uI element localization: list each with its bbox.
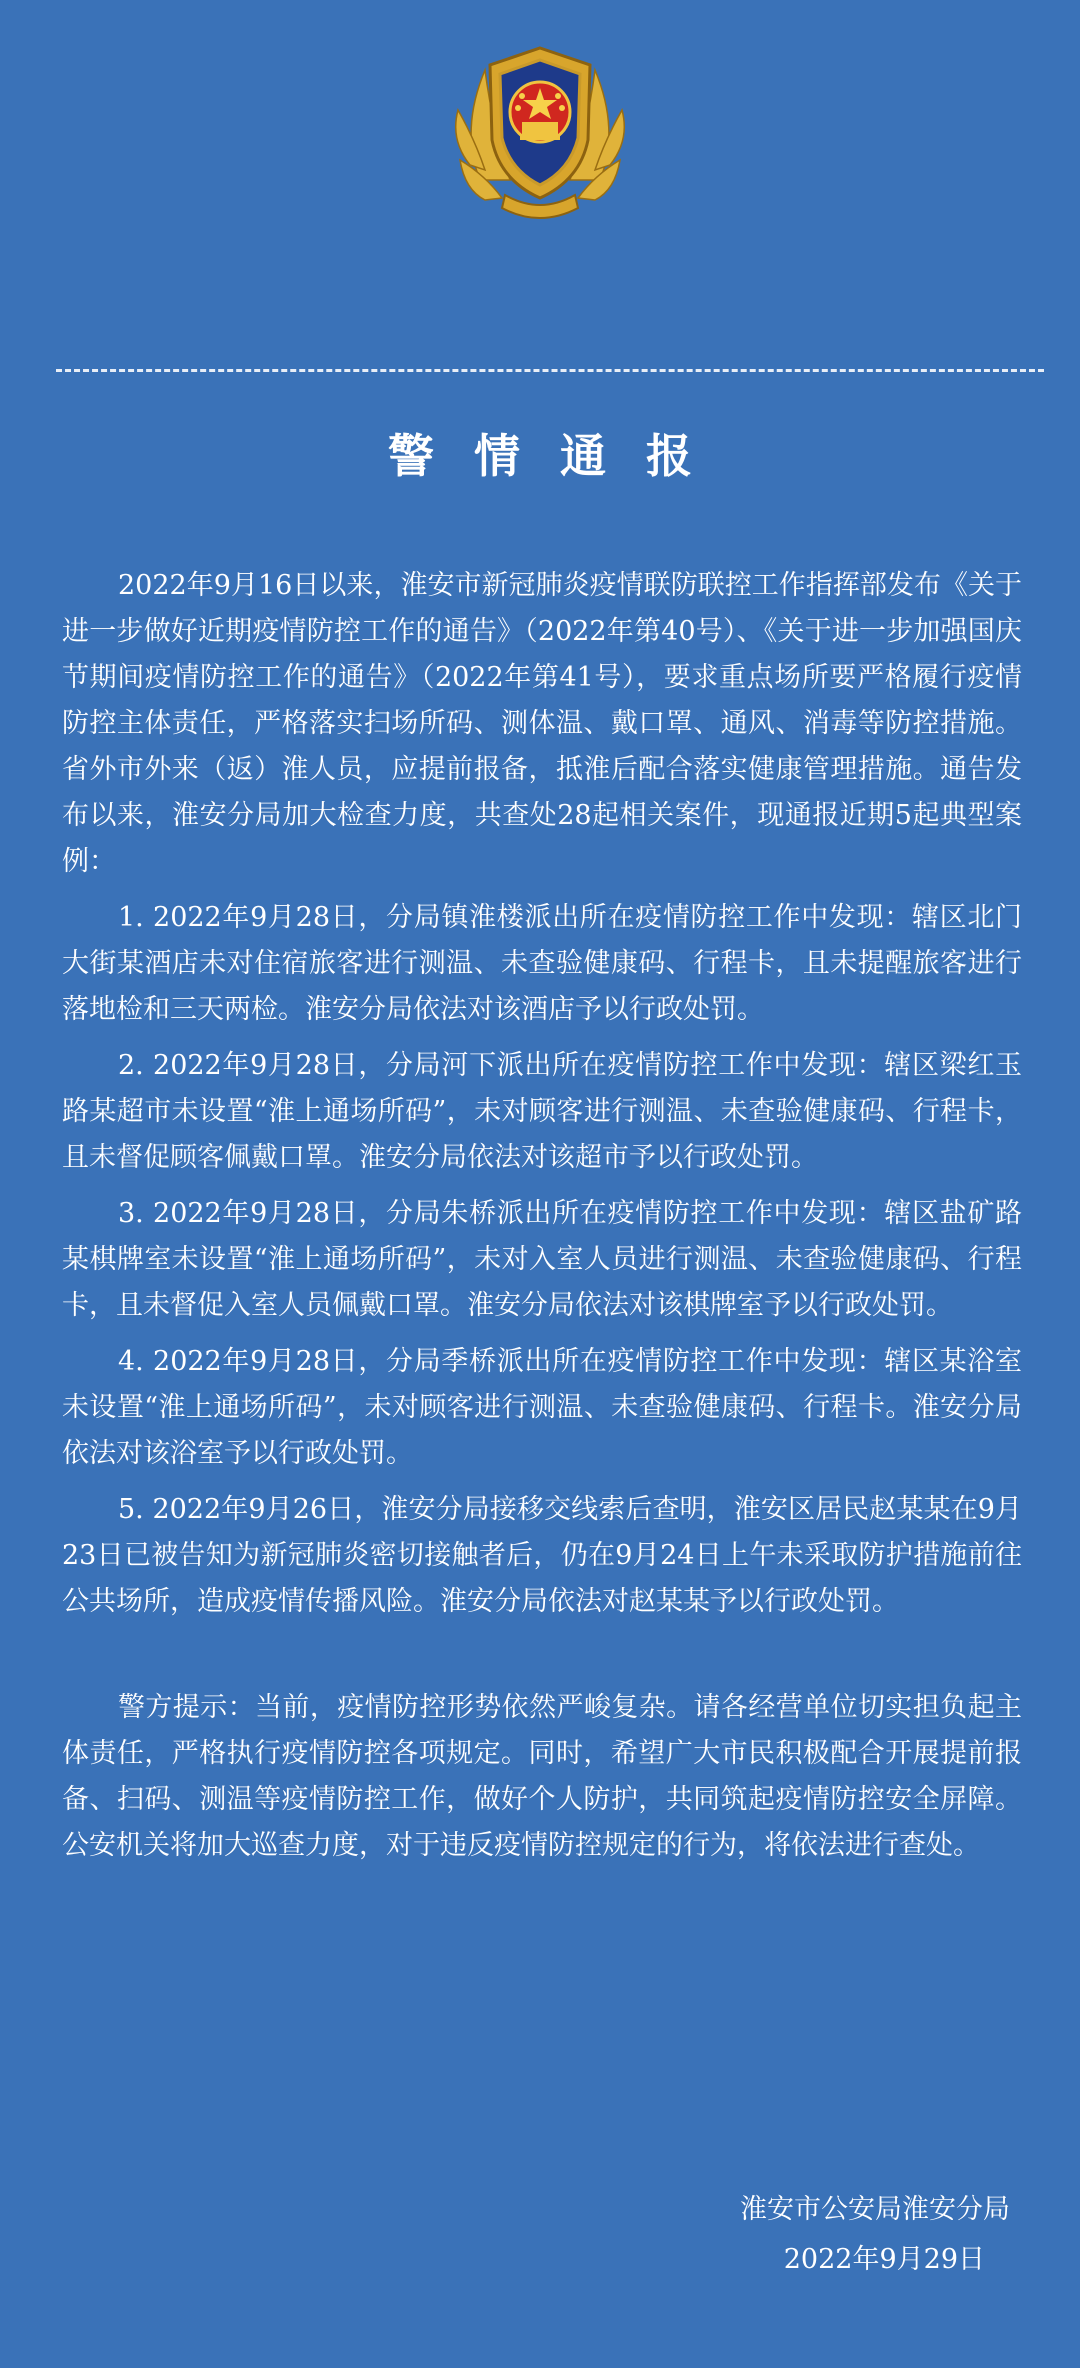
announcement-body <box>62 563 1022 1879</box>
police-notice-paragraph: 警方提示：当前，疫情防控形势依然严峻复杂。请各经营单位切实担负起主体责任，严格执行疫情防控各项规定。同时，希望广大市民积极配合开展提前报备、扫码、测温等疫情防控工作，做好个人防护，共同筑起疫情防控安全屏障。公安机关将加大巡查力度，对于违反疫情防控规定的行为，将依法进行查处。 <box>62 1692 1022 1861</box>
case-item: 3. 2022年9月28日，分局朱桥派出所在疫情防控工作中发现：辖区盐矿路某棋牌室未设置“淮上通场所码”，未对入室人员进行测温、未查验健康码、行程卡，且未督促入室人员佩戴口罩。淮安分局依法对该棋牌室予以行政处罚。 <box>62 1198 1022 1321</box>
case-item: 1. 2022年9月28日，分局镇淮楼派出所在疫情防控工作中发现：辖区北门大街某酒店未对住宿旅客进行测温、未查验健康码、行程卡，且未提醒旅客进行落地检和三天两检。淮安分局依法对该酒店予以行政处罚。 <box>62 902 1022 1025</box>
police-emblem-icon <box>440 30 640 230</box>
signoff-block <box>740 2185 1010 2285</box>
case-item: 2. 2022年9月28日，分局河下派出所在疫情防控工作中发现：辖区梁红玉路某超市未设置“淮上通场所码”，未对顾客进行测温、未查验健康码、行程卡，且未督促顾客佩戴口罩。淮安分局依法对该超市予以行政处罚。 <box>62 1050 1022 1173</box>
issuer-name: 淮安市公安局淮安分局 <box>740 2194 1010 2225</box>
intro-paragraph: 2022年9月16日以来，淮安市新冠肺炎疫情联防联控工作指挥部发布《关于进一步做好近期疫情防控工作的通告》（2022年第40号）、《关于进一步加强国庆节期间疫情防控工作的通告》（2022年第41号），要求重点场所要严格履行疫情防控主体责任，严格落实扫场所码、测体温、戴口罩、通风、消毒等防控措施。省外市外来（返）淮人员，应提前报备，抵淮后配合落实健康管理措施。通告发布以来，淮安分局加大检查力度，共查处28起相关案件，现通报近期5起典型案例： <box>62 570 1022 877</box>
dashed-divider <box>56 369 1044 372</box>
page-title: 警情通报 <box>388 429 732 483</box>
case-item: 5. 2022年9月26日，淮安分局接移交线索后查明，淮安区居民赵某某在9月23日已被告知为新冠肺炎密切接触者后，仍在9月24日上午未采取防护措施前往公共场所，造成疫情传播风险。淮安分局依法对赵某某予以行政处罚。 <box>62 1494 1022 1617</box>
case-item: 4. 2022年9月28日，分局季桥派出所在疫情防控工作中发现：辖区某浴室未设置“淮上通场所码”，未对顾客进行测温、未查验健康码、行程卡。淮安分局依法对该浴室予以行政处罚。 <box>62 1346 1022 1469</box>
issue-date: 2022年9月29日 <box>783 2244 985 2275</box>
